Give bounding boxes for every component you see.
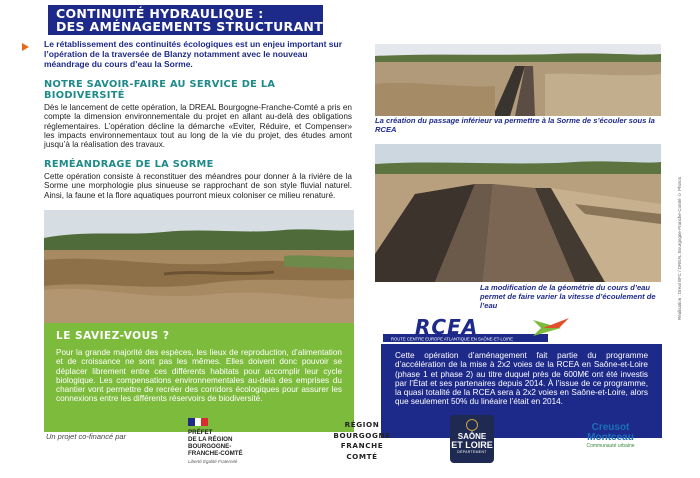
cofinance-note: Un projet co-financé par bbox=[46, 432, 127, 441]
region-line-2: BOURGOGNE bbox=[333, 430, 391, 440]
culvert-photo bbox=[375, 44, 661, 116]
prefet-line-3: BOURGOGNE- bbox=[188, 443, 232, 450]
photo-credit: Réalisation : Dreal BFC / DREAL Bourgogne-Franche-Comté © Photos bbox=[677, 176, 682, 320]
region-line-4: COMTÉ bbox=[346, 451, 378, 461]
did-you-know-box bbox=[44, 323, 354, 432]
section-heading-line-1: NOTRE SAVOIR-FAIRE AU SERVICE DE LA bbox=[44, 79, 276, 90]
section-heading-sorme: REMÉANDRAGE DE LA SORME bbox=[44, 159, 214, 170]
prefet-logo bbox=[188, 418, 258, 465]
caption-geometry: La modification de la géométrie du cours d’eau permet de faire varier la vitesse d’écoulement de l’eau bbox=[480, 283, 656, 310]
title-line-2: DES AMÉNAGEMENTS STRUCTURANTS bbox=[56, 19, 333, 34]
arrow-bullet-icon bbox=[22, 43, 29, 51]
saone-et-loire-logo bbox=[450, 415, 494, 463]
saone-line-3: DÉPARTEMENT bbox=[457, 450, 487, 454]
did-you-know-title: LE SAVIEZ-VOUS ? bbox=[56, 330, 170, 342]
did-you-know-text: Pour la grande majorité des espèces, les lieux de reproduction, d’alimentation et de croissance ne sont pas les mêmes. Elles doivent donc pouvoir se déplacer librement entre ces différents habitats pour accomplir leur cycle biologique. Les compensations environnementales au-delà des emprises du chantier vont permettre de recréer des corridors écologiques pour assurer les connexions entre les différents réservoirs de biodiversité. bbox=[56, 348, 342, 404]
intro-text: Le rétablissement des continuités écologiques est un enjeu important sur l’opération de la traversée de Blanzy notamment avec le nouveau méandrage du cours d’eau la Sorme. bbox=[44, 39, 343, 69]
prefet-line-1: PRÉFET bbox=[188, 429, 213, 436]
region-line-1: RÉGION bbox=[344, 420, 380, 429]
creusot-line-1: Creusot bbox=[591, 422, 630, 433]
prefet-line-2: DE LA RÉGION bbox=[188, 436, 233, 443]
rcea-logo-subtitle: ROUTE CENTRE EUROPE ATLANTIQUE EN SAÔNE-ET-LOIRE bbox=[391, 336, 514, 342]
region-logo bbox=[318, 420, 406, 462]
rcea-logo bbox=[383, 314, 573, 347]
section-heading-biodiversity bbox=[44, 80, 275, 101]
saone-line-2: ET LOIRE bbox=[451, 440, 493, 450]
prefet-line-4: FRANCHE-COMTÉ bbox=[188, 450, 243, 457]
riverbed-photo bbox=[44, 210, 354, 323]
french-flag-icon bbox=[188, 418, 208, 426]
section-body-sorme: Cette opération consiste à reconstituer des méandres pour donner à la rivière de la Sorme une morphologie plus sinueuse se rapprochant de son style fluvial naturel. Ainsi, la faune et la flore aquatiques pourront mieux coloniser ce milieu renaturé. bbox=[44, 172, 352, 200]
creusot-line-2: Montceau bbox=[587, 432, 634, 443]
region-line-3: FRANCHE bbox=[340, 441, 384, 450]
caption-culvert: La création du passage inférieur va permettre à la Sorme de s’écouler sous la RCEA bbox=[375, 116, 655, 134]
prefet-devise: Liberté Égalité Fraternité bbox=[188, 459, 238, 464]
sheet-pile-photo bbox=[375, 144, 661, 282]
creusot-montceau-logo bbox=[563, 423, 658, 449]
section-body-biodiversity: Dès le lancement de cette opération, la DREAL Bourgogne-Franche-Comté a pris en compte la dimension environnementale du projet en allant au-delà des obligations réglementaires. L’opération décline la démarche «Eviter, Réduire, et Compenser» les impacts environnementaux tout au long de la vie du projet, des études amont jusqu’à la réalisation des travaux. bbox=[44, 103, 352, 150]
title-line-1: CONTINUITÉ HYDRAULIQUE : bbox=[56, 6, 264, 21]
saone-line-1: SAÔNE bbox=[457, 432, 487, 441]
rcea-info-text: Cette opération d’aménagement fait partie du programme d’accélération de la mise à 2x2 voies de la RCEA en Saône-et-Loire (phase 1 et phase 2) au titre duquel près de 600M€ ont été investis par l’État et ses partenaires depuis 2014. À l’issue de ce programme, la quasi totalité de la RCEA sera à 2x2 voies en Saône-et-Loire, alors que seulement 50% du linéaire l’était en 2014. bbox=[395, 351, 648, 407]
creusot-line-3: Communauté urbaine bbox=[586, 443, 635, 449]
rcea-logo-text: RCEA bbox=[415, 315, 479, 339]
page-title bbox=[48, 5, 333, 35]
section-heading-line-2: BIODIVERSITÉ bbox=[44, 89, 125, 101]
department-emblem-icon bbox=[466, 419, 478, 431]
